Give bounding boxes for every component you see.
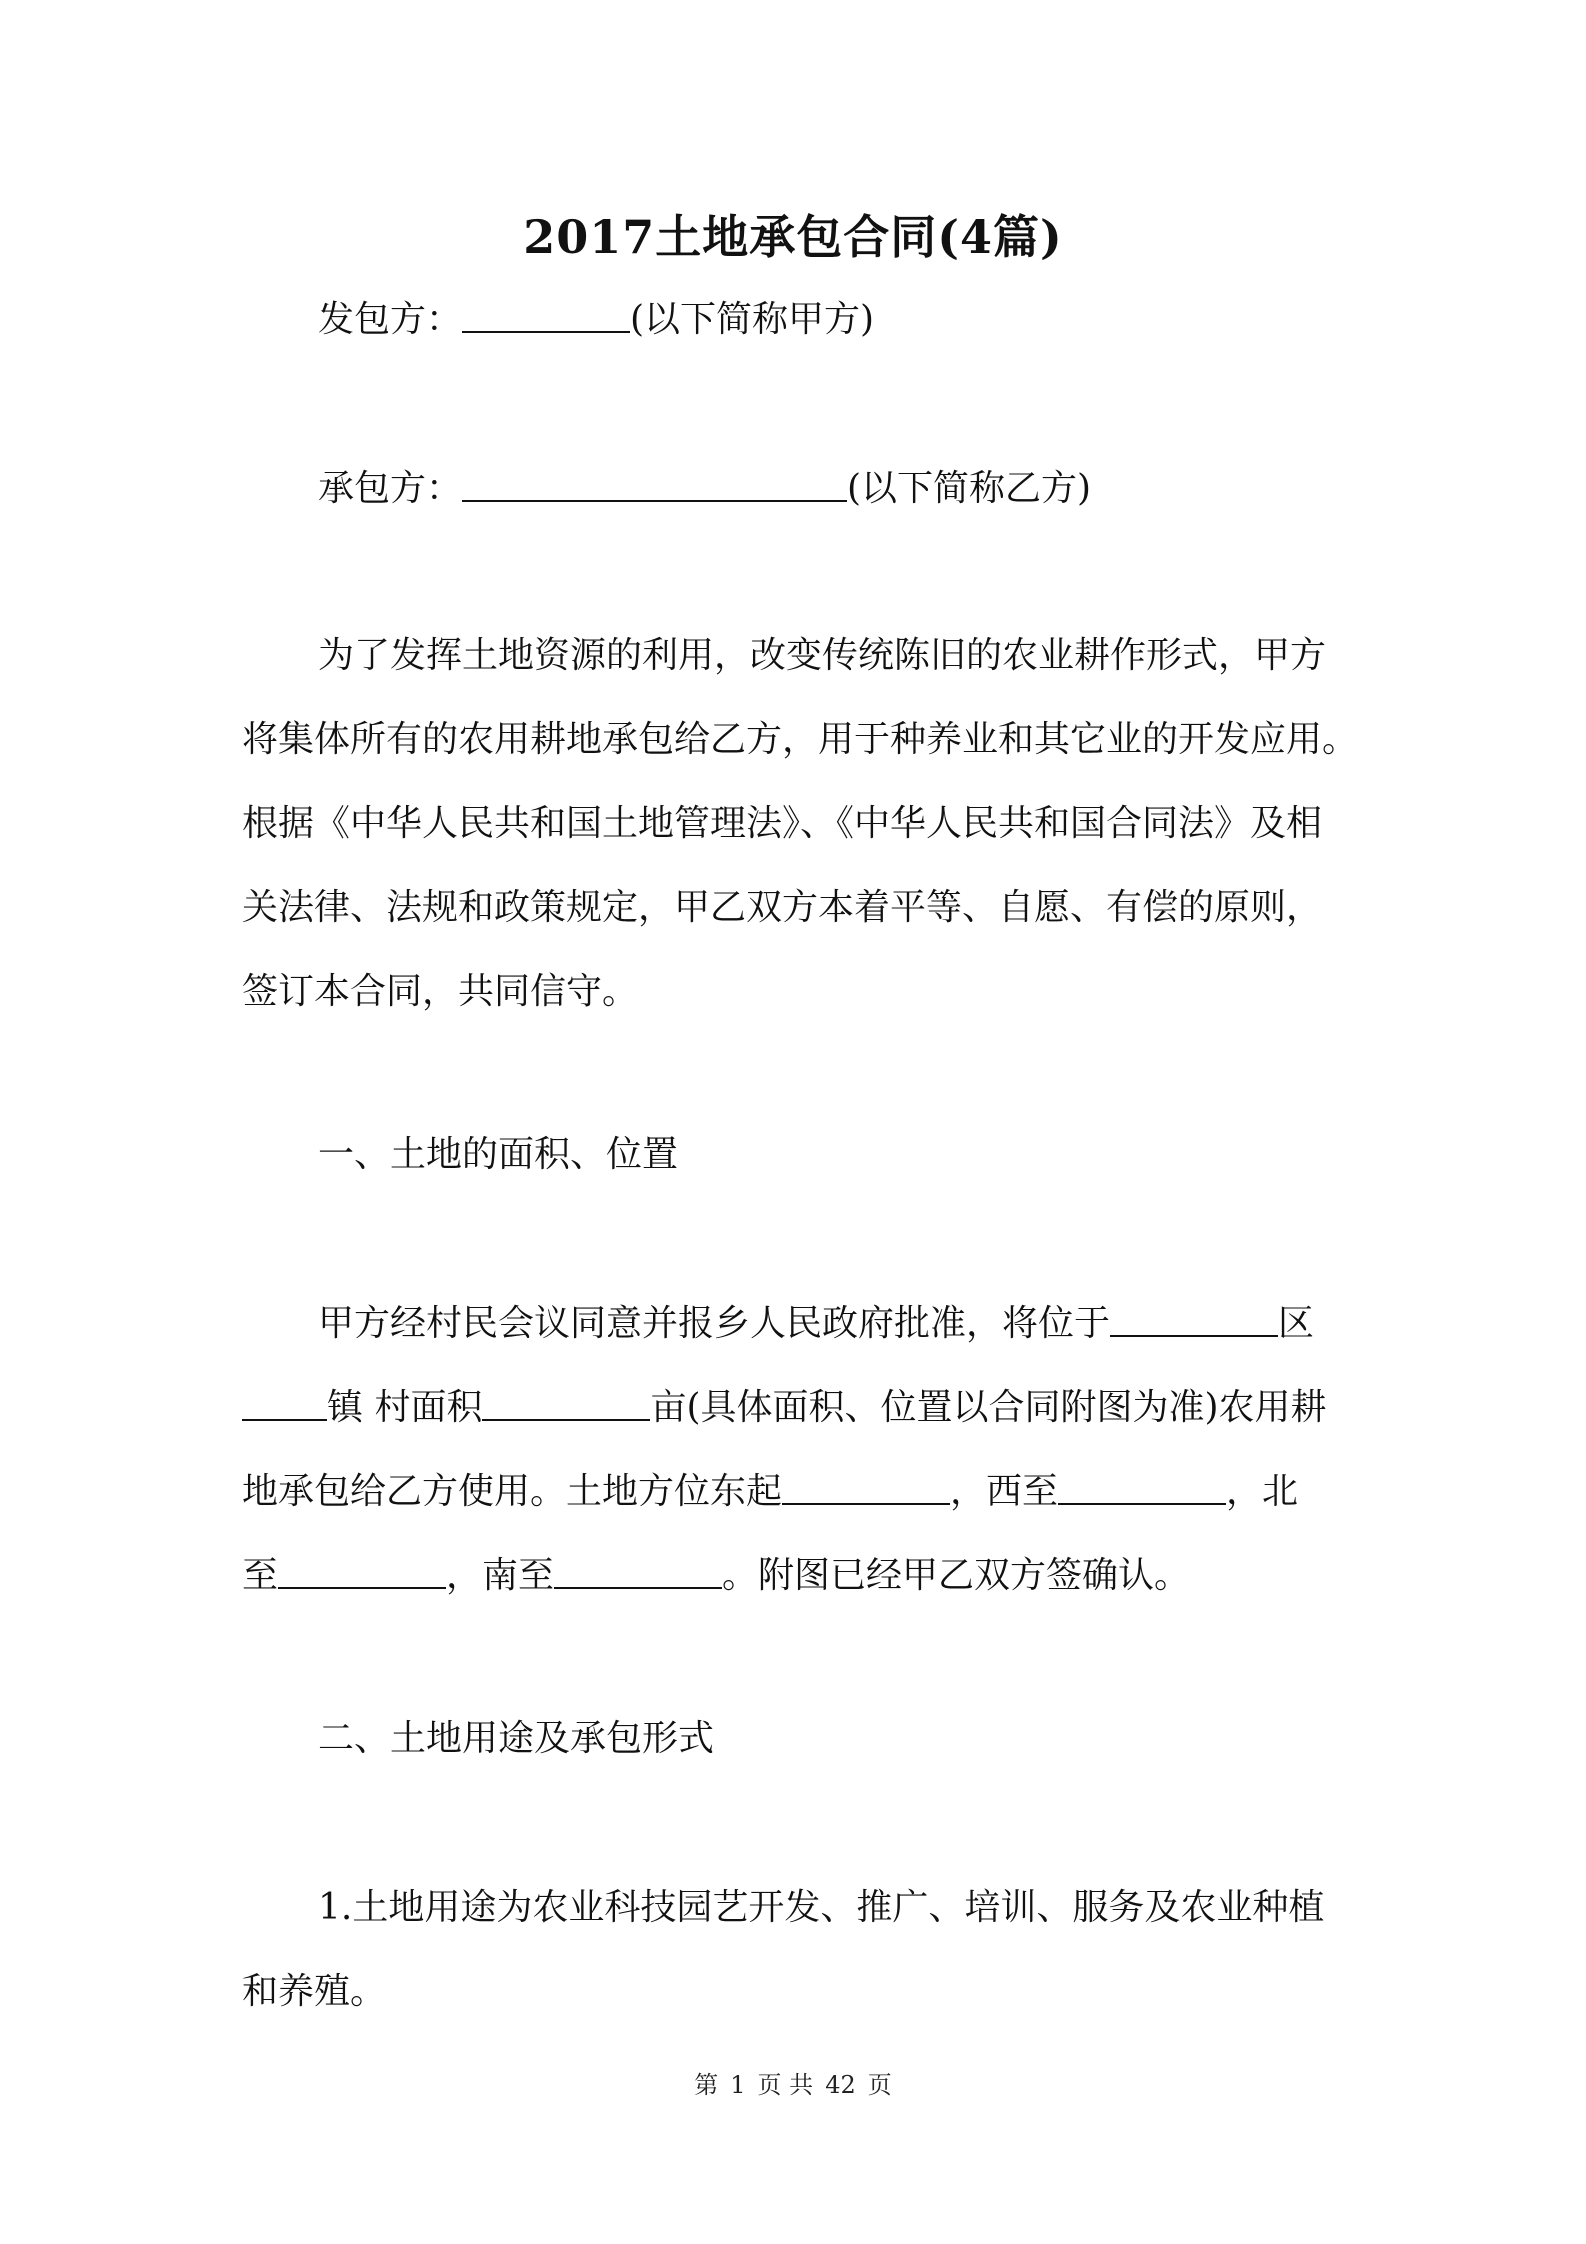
section-heading: 二、土地用途及承包形式: [318, 1718, 715, 1759]
section2-line: 1.土地用途为农业科技园艺开发、推广、培训、服务及农业种植: [318, 1887, 1325, 1928]
intro-line: 签订本合同，共同信守。: [242, 971, 639, 1012]
section2-line: 和养殖。: [242, 1971, 387, 2012]
section1-text: 亩(具体面积、位置以合同附图为准)农用耕: [650, 1387, 1327, 1428]
party-a-blank: [462, 295, 630, 333]
section1-text: 镇 村面积: [327, 1387, 483, 1428]
section1-text: 甲方经村民会议同意并报乡人民政府批准，将位于: [318, 1303, 1111, 1344]
party-b-label: 承包方：: [318, 468, 463, 509]
intro-line: 为了发挥土地资源的利用，改变传统陈旧的农业耕作形式，甲方: [318, 635, 1327, 676]
page-footer: [0, 2065, 1586, 2105]
east-blank: [782, 1467, 950, 1505]
footer-middle: 页 共: [757, 2071, 814, 2099]
footer-total-pages: 42: [825, 2071, 856, 2099]
section1-text: 区: [1278, 1303, 1315, 1344]
party-b-line: [318, 447, 1438, 531]
section1-line: [318, 1282, 1438, 1366]
document-title: 2017土地承包合同(4篇): [523, 210, 1063, 264]
party-b-blank: [462, 464, 847, 502]
section1-text: 至: [242, 1555, 279, 1596]
north-blank: [278, 1551, 446, 1589]
intro-line: 关法律、法规和政策规定，甲乙双方本着平等、自愿、有偿的原则，: [242, 887, 1323, 928]
footer-page-number: 1: [730, 2071, 746, 2099]
section-heading: 一、土地的面积、位置: [318, 1134, 679, 1175]
party-a-suffix: (以下简称甲方): [630, 299, 875, 340]
section1-text: ，北: [1226, 1471, 1299, 1512]
footer-suffix: 页: [867, 2071, 892, 2099]
section1-line: [242, 1534, 1362, 1618]
party-a-label: 发包方：: [318, 299, 463, 340]
area-blank: [482, 1383, 650, 1421]
section1-text: ，南至: [446, 1555, 555, 1596]
party-a-line: [318, 278, 1438, 362]
district-blank: [1110, 1299, 1278, 1337]
intro-line: 将集体所有的农用耕地承包给乙方，用于种养业和其它业的开发应用。: [242, 719, 1359, 760]
section1-text: 。附图已经甲乙双方签确认。: [722, 1555, 1191, 1596]
intro-line: 根据《中华人民共和国土地管理法》、《中华人民共和国合同法》及相: [242, 803, 1323, 844]
south-blank: [554, 1551, 722, 1589]
party-b-suffix: (以下简称乙方): [847, 468, 1092, 509]
section1-text: ，西至: [950, 1471, 1059, 1512]
footer-prefix: 第: [694, 2071, 719, 2099]
west-blank: [1058, 1467, 1226, 1505]
section1-text: 地承包给乙方使用。土地方位东起: [242, 1471, 783, 1512]
section1-line: [242, 1366, 1362, 1450]
section1-line: [242, 1450, 1362, 1534]
town-blank: [242, 1383, 327, 1421]
